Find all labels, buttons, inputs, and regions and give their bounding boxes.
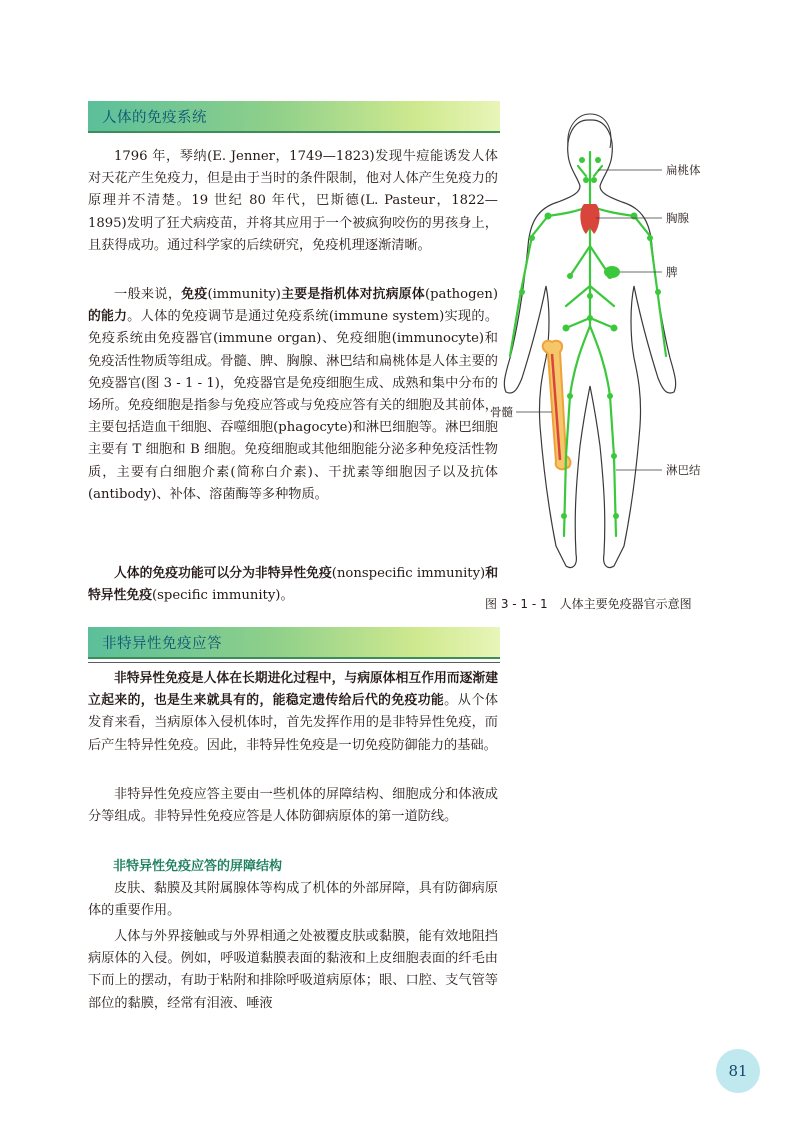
bold-term: 和特异性免疫 — [88, 566, 499, 604]
subheading-barrier: 非特异性免疫应答的屏障结构 — [113, 859, 283, 874]
spleen-shape — [604, 266, 620, 278]
label-lymph-node: 淋巴结 — [666, 463, 701, 477]
section-header-immune-system — [88, 101, 500, 133]
figure-caption: 图 3 - 1 - 1 人体主要免疫器官示意图 — [485, 597, 692, 611]
section-title: 人体的免疫系统 — [102, 110, 207, 126]
section-title: 非特异性免疫应答 — [102, 636, 222, 652]
bold-term: 人体的免疫功能可以分为非特异性免疫 — [114, 566, 332, 581]
label-tonsil: 扁桃体 — [666, 163, 701, 177]
hair — [568, 114, 611, 148]
label-bone-marrow: 骨髓 — [490, 405, 513, 419]
text-run: 一般来说， — [114, 287, 182, 302]
text-run: 。人体的免疫调节是通过免疫系统(immune system)实现的。免疫系统由免疫器官(immune organ)、免疫细胞(immunocyte)和免疫活性物质等组成。骨髓、脾、胸腺、淋巴结和扁桃体是人体主要的免疫器官(图 3 - 1 - 1)，免疫器官是免疫细胞生成、成熟和集中分布的场所。免疫细胞是指参与免疫应答或与免疫应答有关的细胞及其前体，主要包括造血干细胞、吞噬细胞(phagocyte)和淋巴细胞等。淋巴细胞主要有 T 细胞和 B 细胞。免疫细胞或其他细胞能分泌多种免疫活性物质，主要有白细胞介素(简称白介素)、干扰素等细胞因子以及抗体(antibody)、补体、溶菌酶等多种物质。 — [88, 309, 499, 502]
section-header-nonspecific — [88, 627, 500, 659]
paragraph-first-defense: 非特异性免疫应答主要由一些机体的屏障结构、细胞成分和体液成分等组成。非特异性免疫应答是人体防御病原体的第一道防线。 — [88, 787, 498, 825]
bold-term: 主要是指机体对抗病原体 — [280, 287, 425, 302]
text-run: (immunity) — [207, 287, 281, 302]
paragraph-immune-types — [88, 563, 498, 607]
text-run: 。从个体发育来看，当病原体入侵机体时，首先发挥作用的是非特异性免疫，而后产生特异性免疫。因此，非特异性免疫是一切免疫防御能力的基础。 — [88, 693, 499, 753]
text-run: (nonspecific immunity) — [331, 566, 486, 581]
bold-term: 免疫 — [181, 287, 208, 302]
paragraph-nonspecific-definition — [88, 668, 498, 757]
body-illustration — [486, 96, 786, 596]
label-spleen: 脾 — [666, 265, 678, 279]
label-thymus: 胸腺 — [666, 211, 689, 225]
paragraph-external-barrier: 皮肤、黏膜及其附属腺体等构成了机体的外部屏障，具有防御病原体的重要作用。 — [88, 881, 498, 919]
paragraph-mucosa: 人体与外界接触或与外界相通之处被覆皮肤或黏膜，能有效地阻挡病原体的入侵。例如，呼吸道黏膜表面的黏液和上皮细胞表面的纤毛由下而上的摆动，有助于粘附和排除呼吸道病原体；眼、口腔、支气管等部位的黏膜，经常有泪液、唾液 — [88, 929, 498, 1011]
section-divider — [88, 662, 500, 663]
text-run: (specific immunity)。 — [151, 588, 294, 604]
paragraph-immunity-definition — [88, 284, 498, 506]
text-run: (pathogen) — [424, 287, 499, 302]
immune-organs-figure — [486, 96, 786, 596]
paragraph-history: 1796 年，琴纳(E. Jenner，1749—1823)发现牛痘能诱发人体对天花产生免疫力，但是由于当时的条件限制，他对人体产生免疫力的原理并不清楚。19 世纪 80 年代，巴斯德(L. Pasteur，1822—1895)发明了狂犬病疫苗，并将其应用于一个被疯狗咬伤的男孩身上，且获得成功。通过科学家的后续研究，免疫机理逐渐清晰。 — [88, 149, 498, 253]
bold-term: 非特异性免疫是人体在长期进化过程中，与病原体相互作用而逐渐建立起来的，也是生来就具有的，能稳定遗传给后代的免疫功能 — [88, 671, 498, 709]
page-number: 81 — [716, 1049, 760, 1093]
bold-term: 的能力 — [88, 309, 128, 325]
